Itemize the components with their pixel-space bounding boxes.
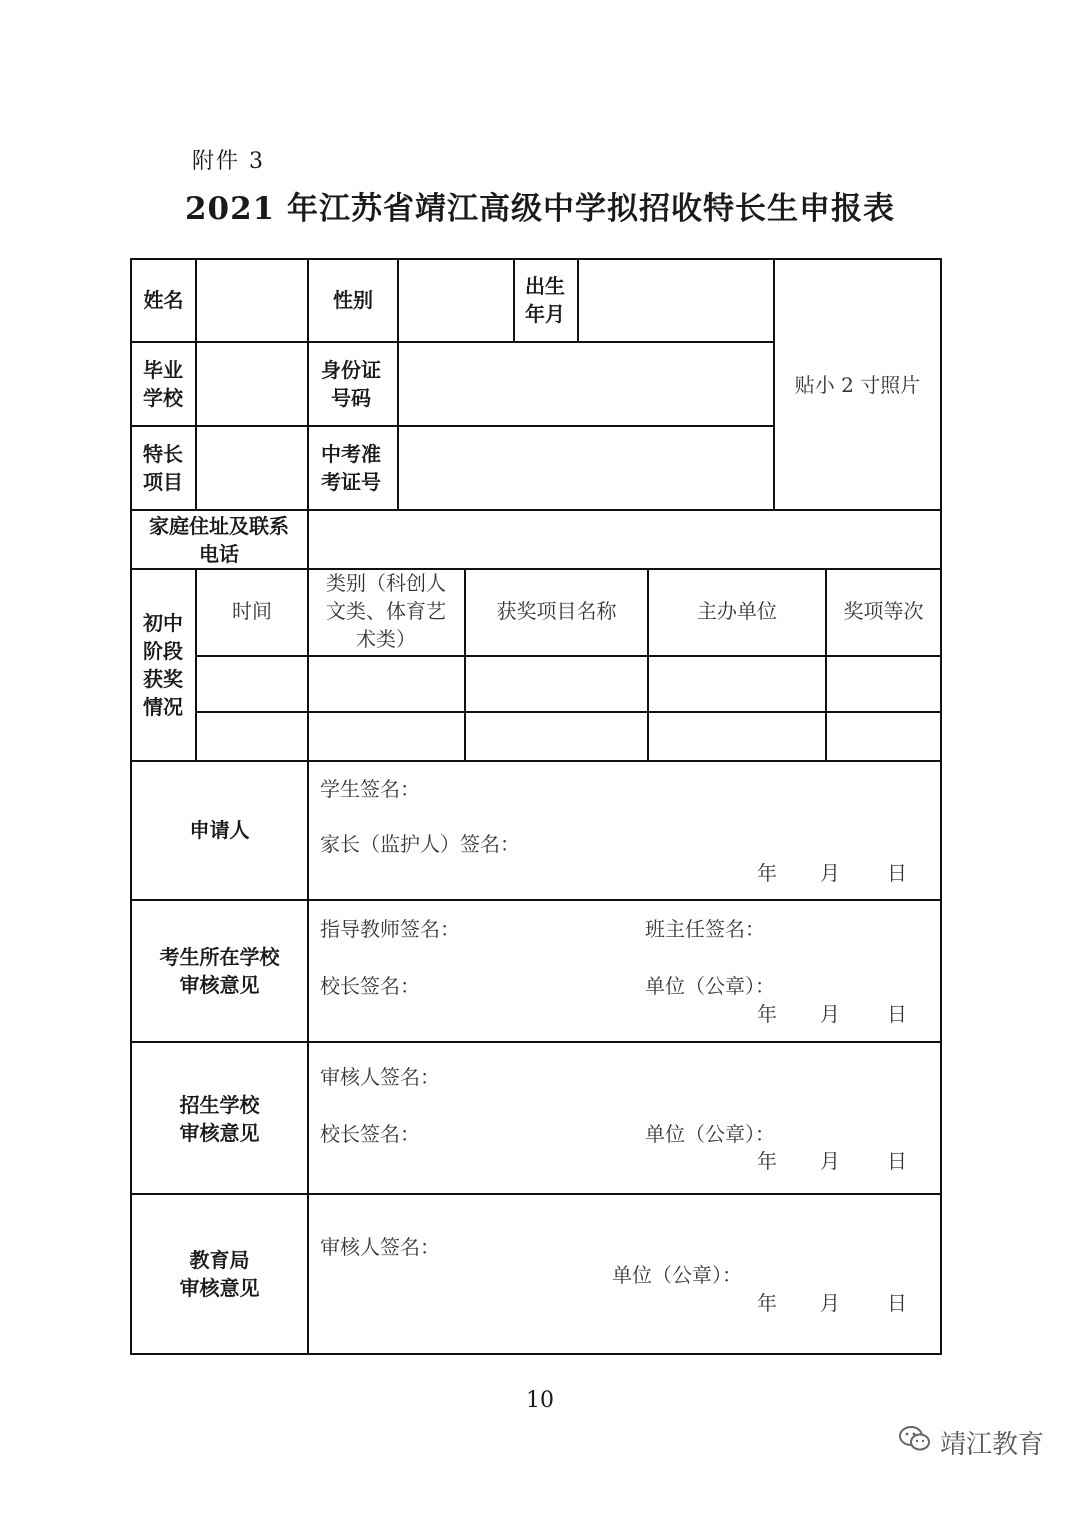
address-label: 家庭住址及联系 电话 (149, 514, 289, 566)
photo-placeholder[interactable]: 贴小 2 寸照片 (794, 373, 921, 397)
enroll-review-label: 招生学校 (179, 1093, 260, 1117)
gender-label: 性别 (333, 288, 373, 312)
bureau-date-year: 年 (757, 1291, 777, 1315)
enroll-date-day: 日 (887, 1149, 907, 1173)
name-field[interactable] (197, 260, 307, 341)
id-label: 身份证 号码 (321, 358, 381, 410)
document-title: 2021 年江苏省靖江高级中学拟招收特长生申报表 (184, 191, 896, 227)
awards-col-org: 主办单位 (697, 599, 777, 623)
enroll-review-label-2: 审核意见 (179, 1121, 260, 1145)
applicant-date-year: 年 (757, 861, 777, 885)
enroll-reviewer-signature-label: 审核人签名： (320, 1065, 440, 1089)
bureau-seal-label: 单位（公章）： (612, 1263, 742, 1287)
student-signature-label: 学生签名： (320, 777, 420, 801)
talent-label: 特长 项目 (143, 442, 183, 494)
id-field[interactable] (399, 343, 773, 425)
head-teacher-signature-label: 班主任签名： (645, 917, 765, 941)
parent-signature-label: 家长（监护人）签名： (320, 832, 520, 856)
enroll-date-year: 年 (757, 1149, 777, 1173)
awards-row[interactable] (197, 713, 940, 760)
awards-section-label: 初中 阶段 获奖 情况 (143, 611, 183, 719)
awards-col-name: 获奖项目名称 (496, 599, 617, 623)
bureau-reviewer-signature-label: 审核人签名： (320, 1235, 440, 1259)
exam-label: 中考准 考证号 (321, 442, 381, 494)
enroll-date-month: 月 (820, 1149, 840, 1173)
watermark (898, 1424, 1044, 1461)
applicant-date-day: 日 (887, 861, 907, 885)
bureau-date-month: 月 (820, 1291, 840, 1315)
bureau-date-day: 日 (887, 1291, 907, 1315)
page-number: 10 (526, 1388, 554, 1413)
awards-col-category: 类别（科创人 文类、体育艺 术类） (326, 571, 446, 651)
school-review-label: 考生所在学校 (159, 945, 280, 969)
school-label: 毕业 学校 (143, 358, 183, 410)
address-field[interactable] (309, 511, 940, 568)
exam-field[interactable] (399, 427, 773, 509)
school-date-month: 月 (820, 1002, 840, 1026)
awards-col-level: 奖项等次 (843, 599, 924, 623)
school-review-label-2: 审核意见 (179, 973, 260, 997)
applicant-date-month: 月 (820, 861, 840, 885)
talent-field[interactable] (197, 427, 307, 509)
bureau-review-label-2: 审核意见 (179, 1276, 260, 1300)
principal-signature-label: 校长签名： (320, 974, 420, 998)
school-date-year: 年 (757, 1002, 777, 1026)
enroll-seal-label: 单位（公章）： (645, 1122, 775, 1146)
gender-field[interactable] (399, 260, 513, 341)
bureau-review-label: 教育局 (189, 1248, 250, 1272)
applicant-label: 申请人 (189, 818, 250, 842)
name-label: 姓名 (143, 288, 184, 312)
school-seal-label: 单位（公章）： (645, 974, 775, 998)
school-field[interactable] (197, 343, 307, 425)
awards-row[interactable] (197, 657, 940, 711)
attachment-label: 附件 3 (192, 149, 265, 174)
wechat-icon (898, 1424, 932, 1461)
watermark-text: 靖江教育 (939, 1430, 1044, 1460)
birth-field[interactable] (579, 260, 773, 341)
awards-col-time: 时间 (232, 599, 272, 623)
birth-label: 出生 年月 (525, 274, 565, 326)
school-date-day: 日 (887, 1002, 907, 1026)
enroll-principal-signature-label: 校长签名： (320, 1122, 420, 1146)
teacher-signature-label: 指导教师签名： (320, 917, 460, 941)
